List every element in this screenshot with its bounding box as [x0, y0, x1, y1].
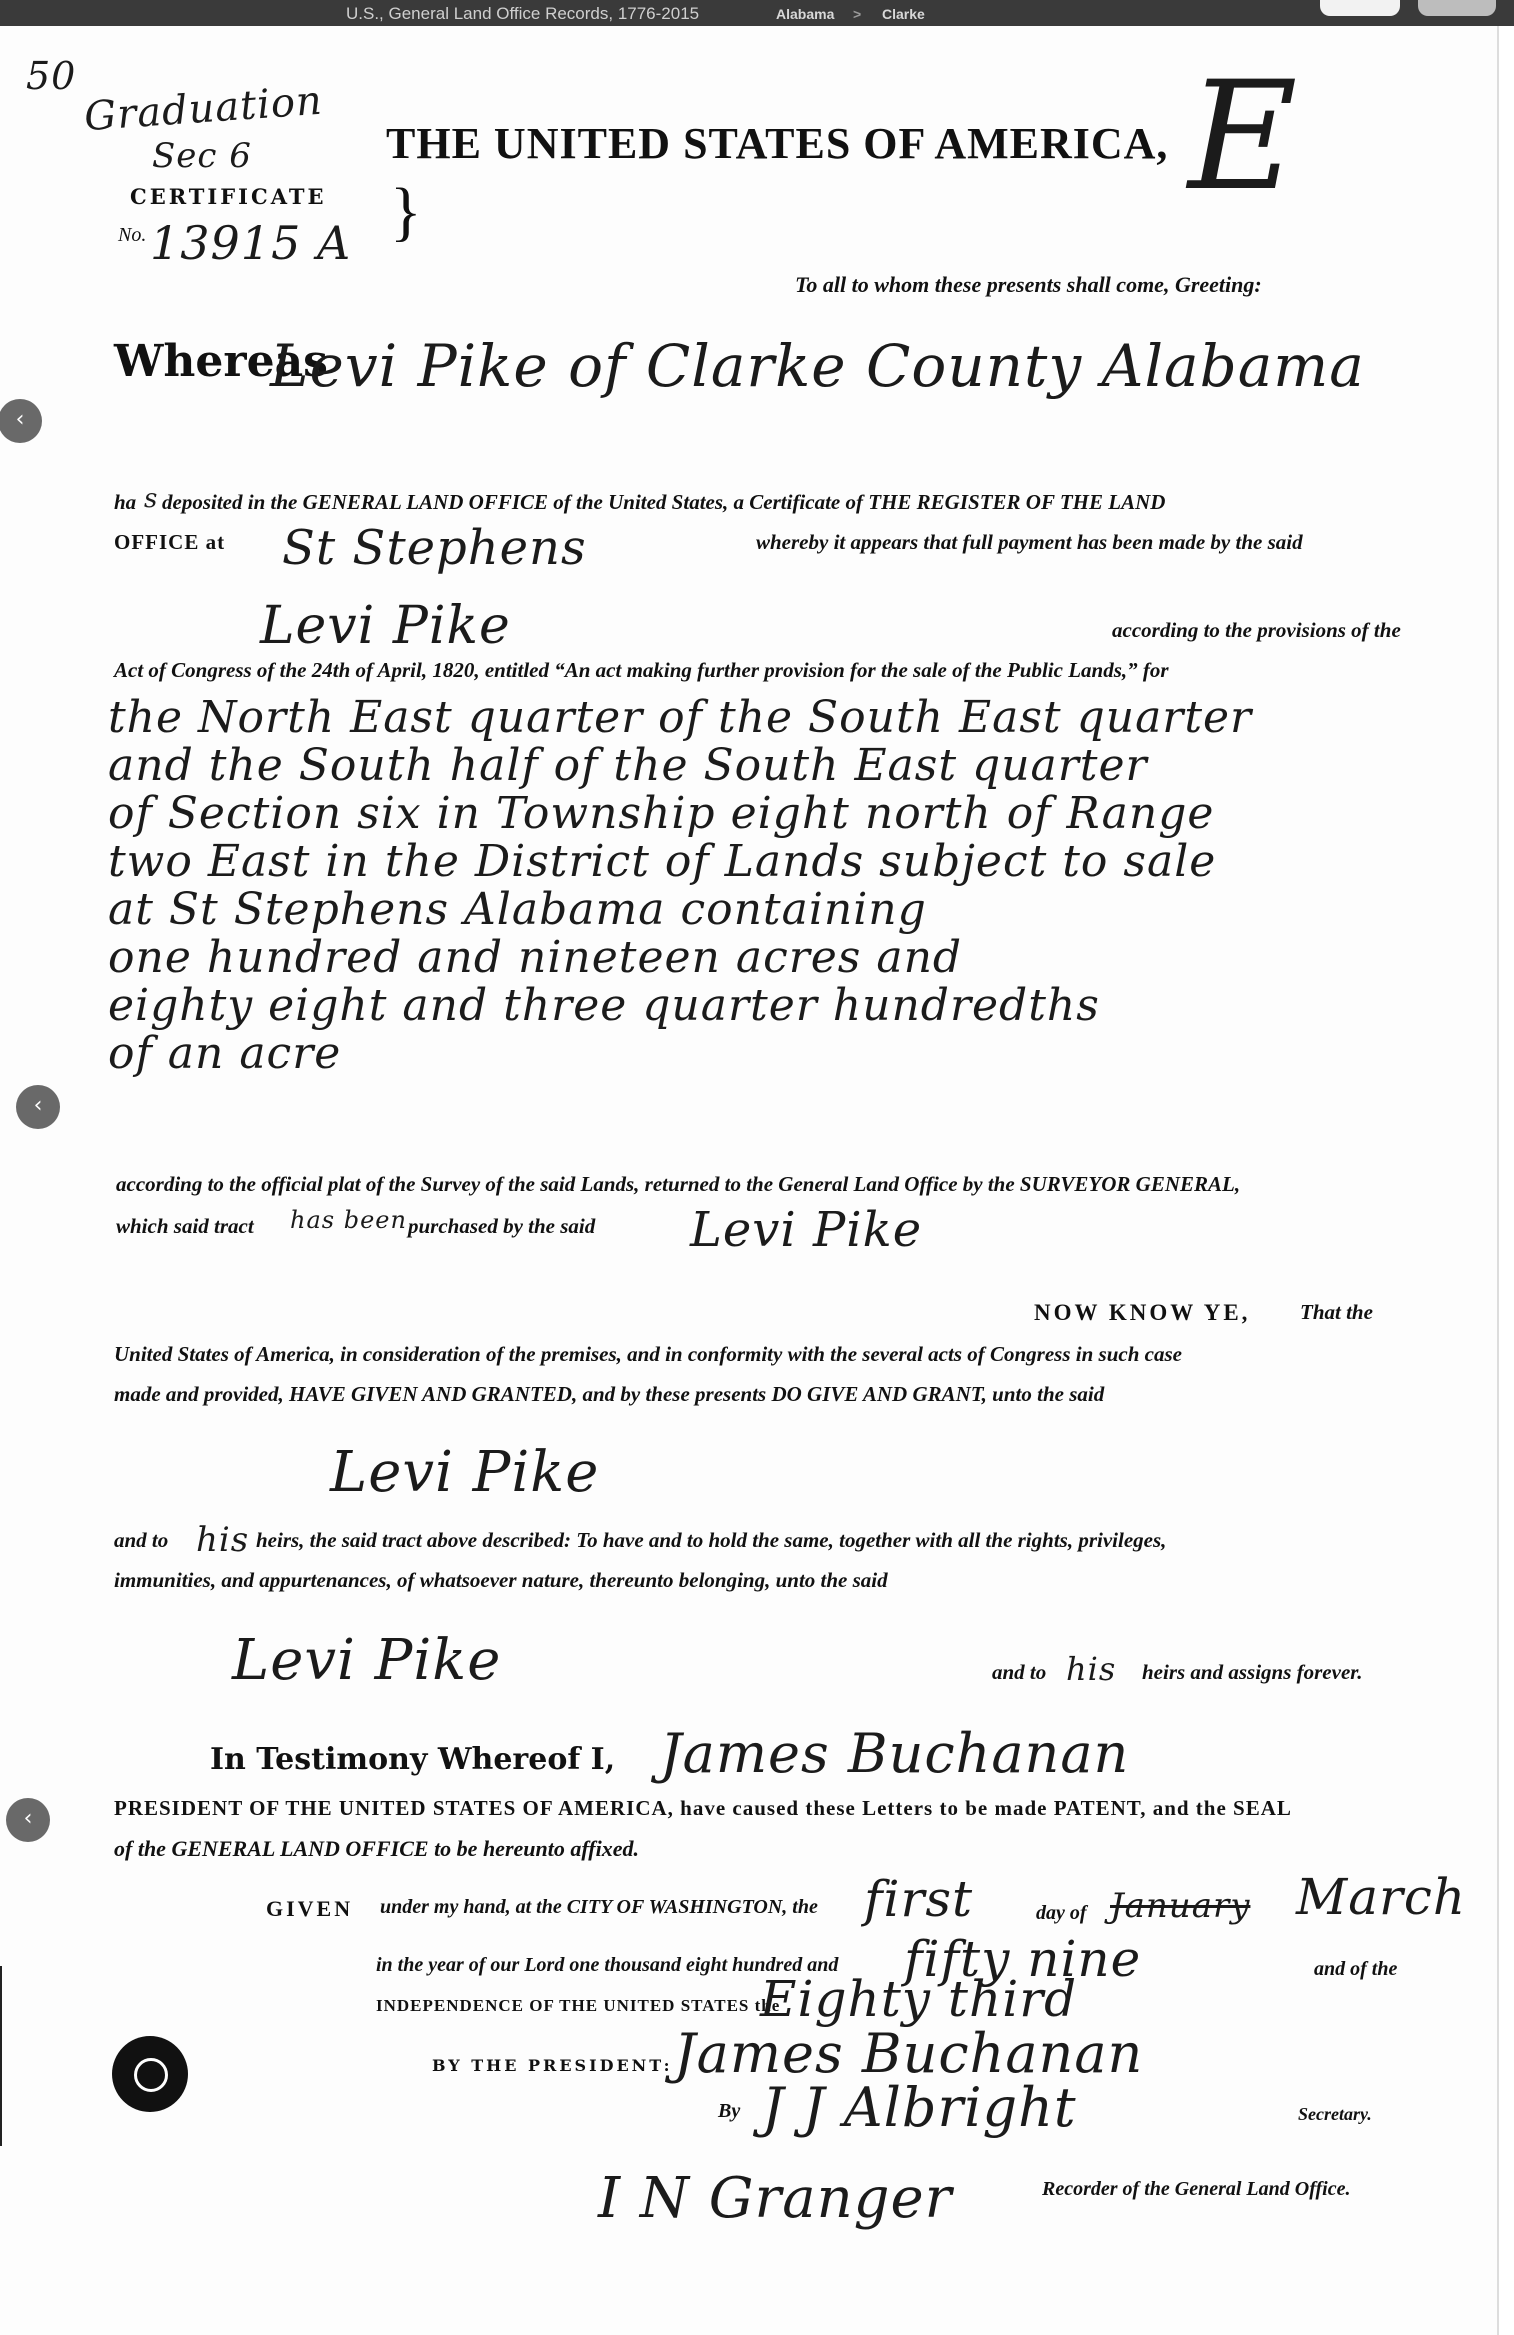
recorder-signature: I N Granger	[598, 2166, 953, 2231]
land-description-line: of Section six in Township eight north of Range	[108, 788, 1215, 839]
breadcrumb-county[interactable]: Clarke	[882, 6, 925, 22]
document-heading: THE UNITED STATES OF AMERICA,	[386, 119, 1169, 168]
p9-and-to: and to	[114, 1528, 169, 1552]
toolbar-button[interactable]	[1320, 0, 1400, 16]
land-description-line: the North East quarter of the South East quarter	[108, 692, 1253, 743]
president-name: James Buchanan	[660, 1722, 1130, 1785]
land-description-line: at St Stephens Alabama containing	[108, 884, 927, 935]
left-edge-line	[0, 1966, 2, 2146]
land-description-line: one hundred and nineteen acres and	[108, 932, 963, 983]
testimony-label: In Testimony Whereof I,	[210, 1742, 616, 1777]
certificate-number: 13915 A	[150, 216, 352, 270]
land-description	[108, 694, 1448, 1078]
heading-brace: }	[390, 175, 422, 248]
by-the-president-label: BY THE PRESIDENT:	[432, 2056, 673, 2075]
by-label: By	[718, 2100, 741, 2122]
independence-year: Eighty third	[760, 1970, 1078, 2028]
p4-text: Act of Congress of the 24th of April, 1820, entitled “An act making further provision for the sale of the Public Lands,” for	[114, 658, 1169, 682]
collection-title[interactable]: U.S., General Land Office Records, 1776-2015	[346, 4, 700, 23]
previous-record-button[interactable]: ‹	[6, 1798, 50, 1842]
p2-text: whereby it appears that full payment has been made by the said	[756, 530, 1303, 554]
breadcrumb-separator: >	[853, 6, 862, 22]
land-description-line: and the South half of the South East quarter	[108, 740, 1148, 791]
given-month: March	[1296, 1868, 1467, 1926]
previous-image-button[interactable]: ‹	[0, 399, 42, 443]
p1-ha: ha	[114, 490, 137, 514]
p2-office-label: OFFICE at	[114, 530, 226, 554]
now-know-ye: NOW KNOW YE,	[1034, 1300, 1251, 1325]
and-of-the: and of the	[1314, 1958, 1398, 1980]
year-text: in the year of our Lord one thousand eight hundred and	[376, 1954, 839, 1976]
certificate-no-label: No.	[118, 224, 147, 246]
p9-his: his	[196, 1520, 250, 1560]
whereas-label: Whereas	[114, 336, 328, 387]
grantee-name: Levi Pike	[330, 1440, 600, 1505]
president-signature: James Buchanan	[674, 2022, 1144, 2085]
p11-and-to: and to	[992, 1660, 1047, 1684]
p9-text: heirs, the said tract above described: To have and to hold the same, together with all the rights, privileges,	[256, 1528, 1167, 1552]
certificate-label: CERTIFICATE	[130, 184, 327, 209]
given-label: GIVEN	[266, 1896, 354, 1921]
corner-mark: E	[1188, 50, 1299, 224]
p7-text: United States of America, in consideration of the premises, and in conformity with the several acts of Congress in such case	[114, 1342, 1182, 1366]
land-description-line: eighty eight and three quarter hundredths	[108, 980, 1100, 1031]
land-description-line: of an acre	[108, 1028, 342, 1079]
given-year: fifty nine	[904, 1930, 1142, 1988]
p6-has-been: has been	[290, 1206, 407, 1234]
p11-his: his	[1066, 1650, 1117, 1688]
p3-text: according to the provisions of the	[1112, 618, 1401, 642]
day-of-label: day of	[1036, 1902, 1087, 1924]
p1-text: deposited in the GENERAL LAND OFFICE of the United States, a Certificate of THE REGISTER OF THE LAND	[162, 490, 1166, 514]
grantee-full-name: Levi Pike of Clarke County Alabama	[270, 332, 1365, 400]
p5-text: according to the official plat of the Survey of the said Lands, returned to the General Land Office by the SURVEYOR GENERAL,	[116, 1172, 1241, 1196]
p13-text: of the GENERAL LAND OFFICE to be hereunto affixed.	[114, 1836, 639, 1861]
month-struck: January	[1110, 1886, 1251, 1926]
viewer-top-bar	[0, 0, 1514, 26]
margin-note-section: Sec 6	[152, 136, 252, 176]
payer-name: Levi Pike	[260, 596, 511, 656]
patent-document	[0, 26, 1499, 2335]
previous-page-button[interactable]: ‹	[16, 1085, 60, 1129]
heir-name: Levi Pike	[232, 1628, 502, 1693]
p10-text: immunities, and appurtenances, of whatsoever nature, thereunto belonging, unto the said	[114, 1568, 888, 1592]
breadcrumb-state[interactable]: Alabama	[776, 6, 835, 22]
margin-note: Graduation	[82, 77, 325, 141]
now-know-ye-tail: That the	[1300, 1300, 1373, 1324]
general-land-office-seal-icon	[112, 2036, 188, 2112]
p11-text: heirs and assigns forever.	[1142, 1660, 1363, 1684]
toolbar-button-secondary[interactable]	[1418, 0, 1496, 16]
purchaser-name: Levi Pike	[690, 1202, 923, 1258]
p6-text-b: purchased by the said	[408, 1214, 596, 1238]
secretary-signature: J J Albright	[762, 2076, 1077, 2139]
p1-s: s	[144, 484, 159, 514]
recorder-label: Recorder of the General Land Office.	[1042, 2178, 1351, 2200]
land-description-line: two East in the District of Lands subject to sale	[108, 836, 1217, 887]
p8-text: made and provided, HAVE GIVEN AND GRANTED, and by these presents DO GIVE AND GRANT, unto the said	[114, 1382, 1105, 1406]
p6-text-a: which said tract	[116, 1214, 254, 1238]
register-office-place: St Stephens	[282, 520, 587, 576]
independence-text: INDEPENDENCE OF THE UNITED STATES the	[376, 1996, 781, 2015]
given-day: first	[864, 1870, 974, 1928]
corner-number: 50	[26, 54, 77, 98]
secretary-label: Secretary.	[1298, 2104, 1372, 2124]
given-text: under my hand, at the CITY OF WASHINGTON, the	[380, 1896, 818, 1918]
greeting: To all to whom these presents shall come, Greeting:	[795, 272, 1262, 297]
p12-text: PRESIDENT OF THE UNITED STATES OF AMERICA, have caused these Letters to be made PATENT, and the SEAL	[114, 1796, 1292, 1820]
